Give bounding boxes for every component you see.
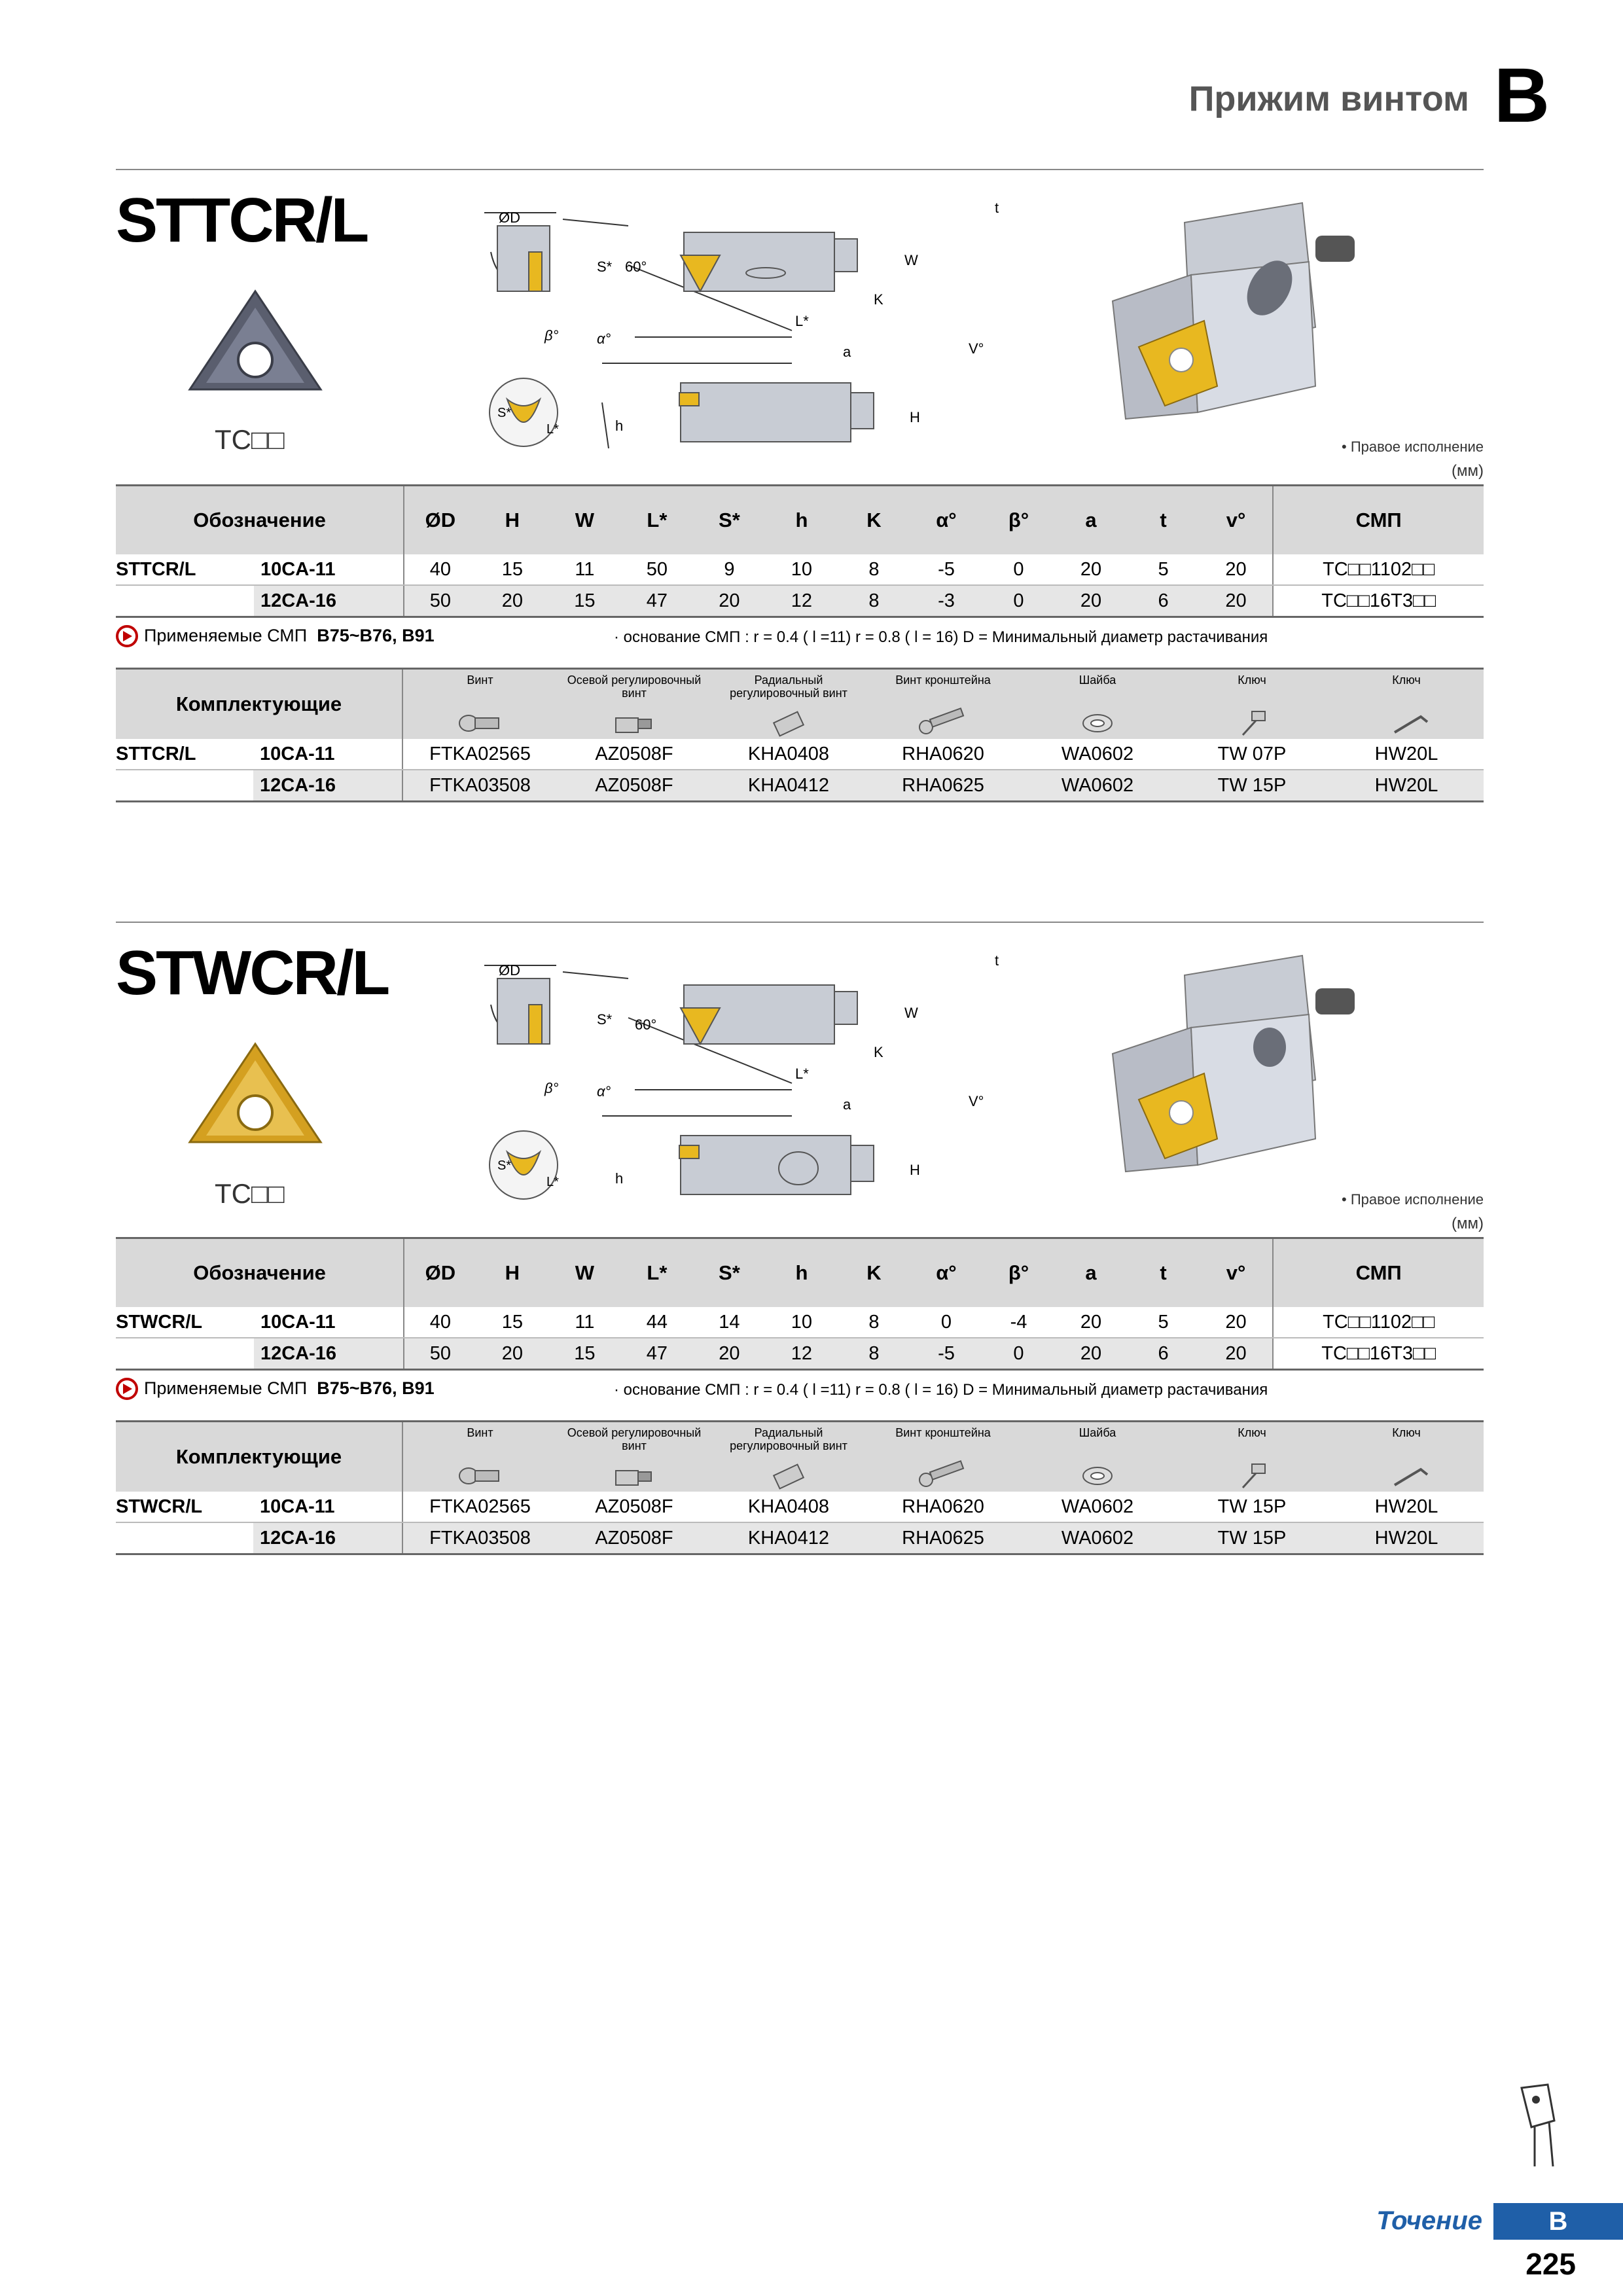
cell: TW 15P <box>1175 1522 1329 1554</box>
cell: -5 <box>910 1338 983 1370</box>
cell: KHA0412 <box>711 1522 866 1554</box>
cell: 20 <box>1055 585 1128 617</box>
arrow-circle-icon <box>116 625 138 647</box>
label-s: S* <box>597 259 613 275</box>
spec-header-alpha: α° <box>910 486 983 555</box>
spec-header-designation: Обозначение <box>116 1238 404 1308</box>
label-H: H <box>910 409 920 425</box>
holder-diagram <box>471 187 929 468</box>
holder-3d-image <box>1086 949 1374 1185</box>
cell: 47 <box>621 585 694 617</box>
cell: TW 07P <box>1175 739 1329 770</box>
label-h: h <box>615 1170 624 1187</box>
label-h: h <box>615 418 624 434</box>
cell: AZ0508F <box>557 1492 711 1522</box>
table-row <box>116 770 1484 802</box>
insert-grey-icon <box>183 288 327 399</box>
cell: FTKA03508 <box>402 770 557 802</box>
spec-table <box>116 1237 1484 1371</box>
label-l: L* <box>795 1066 809 1082</box>
cell: -3 <box>910 585 983 617</box>
applicable-inserts <box>144 626 435 646</box>
cell: TW 15P <box>1175 770 1329 802</box>
label-beta: β° <box>544 327 559 344</box>
spec-header-L: L* <box>621 1238 694 1308</box>
spec-header-h: h <box>766 1238 838 1308</box>
label-k: K <box>874 291 883 308</box>
label-s: S* <box>597 1011 613 1028</box>
label-l2: L* <box>546 422 559 437</box>
acc-title: Комплектующие <box>116 1422 402 1492</box>
cell: 20 <box>476 585 549 617</box>
hex-key-icon <box>1329 708 1484 739</box>
insert-label: TC□□ <box>215 424 285 455</box>
label-v: V° <box>969 1093 984 1109</box>
footer-section-label: Точение <box>1376 2206 1482 2235</box>
row-code: 10CA-11 <box>254 554 404 585</box>
cell: 20 <box>1200 554 1274 585</box>
spec-header-S: S* <box>693 486 766 555</box>
row-code: 12CA-16 <box>253 770 402 802</box>
cell: 5 <box>1127 1307 1200 1338</box>
right-version-note: • Правое исполнение <box>1342 439 1484 455</box>
spec-header-L: L* <box>621 486 694 555</box>
axial-screw-icon <box>557 708 711 739</box>
cell: 20 <box>693 1338 766 1370</box>
smp-cell: TC□□1102□□ <box>1273 1307 1484 1338</box>
spec-header-K: K <box>838 486 910 555</box>
spec-header-v: v° <box>1200 486 1274 555</box>
right-version-note: • Правое исполнение <box>1342 1191 1484 1208</box>
cell: 6 <box>1127 1338 1200 1370</box>
label-t: t <box>995 952 999 969</box>
spec-header-S: S* <box>693 1238 766 1308</box>
applicable-label: Применяемые СМП <box>144 626 308 645</box>
label-alpha: α° <box>597 331 611 347</box>
table-row <box>116 739 1484 770</box>
row-code: 10CA-11 <box>254 1307 404 1338</box>
spec-header-a: a <box>1055 1238 1128 1308</box>
cell: -4 <box>982 1307 1055 1338</box>
cell: 0 <box>982 585 1055 617</box>
cell: 44 <box>621 1307 694 1338</box>
row-name <box>116 1522 253 1554</box>
cell: 0 <box>982 1338 1055 1370</box>
cell: RHA0625 <box>866 770 1020 802</box>
cell: 20 <box>1200 1307 1274 1338</box>
cell: 6 <box>1127 585 1200 617</box>
cell: 20 <box>1200 1338 1274 1370</box>
spec-header-K: K <box>838 1238 910 1308</box>
header-letter: B <box>1493 52 1550 139</box>
row-code: 10CA-11 <box>253 1492 402 1522</box>
acc-col-axial-screw: Осевой регулировочный винт <box>557 1422 711 1492</box>
radial-screw-icon <box>711 1460 866 1492</box>
spec-header-smp: СМП <box>1273 486 1484 555</box>
label-beta: β° <box>544 1080 559 1096</box>
acc-col-radial-screw: Радиальный регулировочный винт <box>711 1422 866 1492</box>
cell: FTKA03508 <box>402 1522 557 1554</box>
washer-icon <box>1020 708 1175 739</box>
bracket-screw-icon <box>866 1460 1020 1492</box>
acc-col-screw: Винт <box>402 1422 557 1492</box>
torx-key-icon <box>1175 708 1329 739</box>
label-d: ØD <box>499 209 520 226</box>
cell: 10 <box>766 554 838 585</box>
table-row <box>116 1338 1484 1370</box>
row-name: STWCR/L <box>116 1492 253 1522</box>
hex-key-icon <box>1329 1460 1484 1492</box>
spec-header-designation: Обозначение <box>116 486 404 555</box>
label-d: ØD <box>499 962 520 978</box>
cell: 20 <box>1055 1338 1128 1370</box>
screw-icon <box>403 1460 558 1492</box>
acc-col-key: Ключ <box>1175 1422 1329 1492</box>
cell: HW20L <box>1329 1522 1484 1554</box>
row-name: STTCR/L <box>116 739 253 770</box>
table-row <box>116 1492 1484 1522</box>
smp-cell: TC□□1102□□ <box>1273 554 1484 585</box>
spec-header-t: t <box>1127 486 1200 555</box>
cell: 11 <box>548 554 621 585</box>
acc-col-bracket-screw: Винт кронштейна <box>866 669 1020 740</box>
row-code: 10CA-11 <box>253 739 402 770</box>
label-a: a <box>843 1096 851 1113</box>
screw-icon <box>403 708 558 739</box>
cell: 47 <box>621 1338 694 1370</box>
spec-header-d: ØD <box>404 1238 476 1308</box>
row-name <box>116 585 254 617</box>
spec-header-H: H <box>476 1238 549 1308</box>
cell: -5 <box>910 554 983 585</box>
cell: 15 <box>476 1307 549 1338</box>
cell: WA0602 <box>1020 1492 1175 1522</box>
holder-3d-image <box>1086 196 1374 432</box>
cell: WA0602 <box>1020 1522 1175 1554</box>
cell: 5 <box>1127 554 1200 585</box>
cell: 11 <box>548 1307 621 1338</box>
applicable-pages: B75~B76, B91 <box>317 626 435 645</box>
cell: 20 <box>1200 585 1274 617</box>
insert-label: TC□□ <box>215 1178 285 1209</box>
cell: 20 <box>1055 554 1128 585</box>
cell: 20 <box>693 585 766 617</box>
acc-col-bracket-screw: Винт кронштейна <box>866 1422 1020 1492</box>
cell: WA0602 <box>1020 739 1175 770</box>
bracket-screw-icon <box>866 708 1020 739</box>
cell: 15 <box>548 585 621 617</box>
label-v: V° <box>969 340 984 357</box>
cell: 9 <box>693 554 766 585</box>
row-name <box>116 770 253 802</box>
cell: 50 <box>404 1338 476 1370</box>
spec-header-W: W <box>548 486 621 555</box>
spec-header-smp: СМП <box>1273 1238 1484 1308</box>
cell: 50 <box>621 554 694 585</box>
cell: 10 <box>766 1307 838 1338</box>
cell: 14 <box>693 1307 766 1338</box>
unit-label: (мм) <box>1452 1215 1484 1232</box>
smp-cell: TC□□16T3□□ <box>1273 1338 1484 1370</box>
row-code: 12CA-16 <box>253 1522 402 1554</box>
cell: AZ0508F <box>557 1522 711 1554</box>
page-number: 225 <box>1525 2247 1576 2281</box>
header-title: Прижим винтом <box>1188 79 1469 118</box>
cell: 8 <box>838 1307 910 1338</box>
cell: 8 <box>838 554 910 585</box>
divider <box>116 169 1484 170</box>
label-alpha: α° <box>597 1083 611 1100</box>
cell: 40 <box>404 554 476 585</box>
cell: 8 <box>838 1338 910 1370</box>
acc-col-washer: Шайба <box>1020 669 1175 740</box>
accessories-table <box>116 668 1484 802</box>
applicable-inserts <box>144 1378 435 1399</box>
table-row <box>116 585 1484 617</box>
cell: TW 15P <box>1175 1492 1329 1522</box>
axial-screw-icon <box>557 1460 711 1492</box>
radial-screw-icon <box>711 708 866 739</box>
torx-key-icon <box>1175 1460 1329 1492</box>
applicable-label: Применяемые СМП <box>144 1378 308 1398</box>
row-code: 12CA-16 <box>254 1338 404 1370</box>
table-row <box>116 554 1484 585</box>
label-l: L* <box>795 313 809 329</box>
spec-header-d: ØD <box>404 486 476 555</box>
spec-header-W: W <box>548 1238 621 1308</box>
cell: 20 <box>1055 1307 1128 1338</box>
spec-header-alpha: α° <box>910 1238 983 1308</box>
cell: KHA0408 <box>711 1492 866 1522</box>
cell: FTKA02565 <box>402 739 557 770</box>
model-title: STTCR/L <box>116 185 368 255</box>
cell: AZ0508F <box>557 770 711 802</box>
smp-cell: TC□□16T3□□ <box>1273 585 1484 617</box>
row-name: STWCR/L <box>116 1307 254 1338</box>
accessories-table <box>116 1420 1484 1555</box>
acc-title: Комплектующие <box>116 669 402 740</box>
acc-col-key: Ключ <box>1175 669 1329 740</box>
row-code: 12CA-16 <box>254 585 404 617</box>
applicable-pages: B75~B76, B91 <box>317 1378 435 1398</box>
cell: WA0602 <box>1020 770 1175 802</box>
arrow-circle-icon <box>116 1378 138 1400</box>
cell: 0 <box>982 554 1055 585</box>
acc-col-washer: Шайба <box>1020 1422 1175 1492</box>
cell: HW20L <box>1329 1492 1484 1522</box>
cell: AZ0508F <box>557 739 711 770</box>
acc-col-radial-screw: Радиальный регулировочный винт <box>711 669 866 740</box>
cell: KHA0408 <box>711 739 866 770</box>
cell: 15 <box>548 1338 621 1370</box>
cell: HW20L <box>1329 739 1484 770</box>
cell: 0 <box>910 1307 983 1338</box>
spec-header-t: t <box>1127 1238 1200 1308</box>
spec-header-a: a <box>1055 486 1128 555</box>
label-s2: S* <box>497 1158 512 1173</box>
label-s2: S* <box>497 406 512 420</box>
acc-col-screw: Винт <box>402 669 557 740</box>
cell: 15 <box>476 554 549 585</box>
model-title: STWCR/L <box>116 938 389 1008</box>
turning-tool-icon <box>1502 2081 1574 2173</box>
spec-header-v: v° <box>1200 1238 1274 1308</box>
label-l2: L* <box>546 1175 559 1189</box>
table-row <box>116 1522 1484 1554</box>
cell: RHA0620 <box>866 1492 1020 1522</box>
washer-icon <box>1020 1460 1175 1492</box>
cell: RHA0620 <box>866 739 1020 770</box>
spec-header-beta: β° <box>982 1238 1055 1308</box>
unit-label: (мм) <box>1452 462 1484 480</box>
cell: KHA0412 <box>711 770 866 802</box>
label-t: t <box>995 200 999 216</box>
spec-header-H: H <box>476 486 549 555</box>
holder-diagram <box>471 939 929 1221</box>
cell: 12 <box>766 585 838 617</box>
label-w: W <box>904 1005 918 1021</box>
label-angle: 60° <box>625 259 647 275</box>
spec-header-h: h <box>766 486 838 555</box>
spec-header-beta: β° <box>982 486 1055 555</box>
acc-col-hex-key: Ключ <box>1329 1422 1484 1492</box>
insert-basis-note: · основание СМП : r = 0.4 ( l =11) r = 0.8 ( l = 16) D = Минимальный диаметр растачивания <box>614 628 1268 646</box>
label-a: a <box>843 344 851 360</box>
footer-section-letter: B <box>1493 2203 1623 2240</box>
spec-table <box>116 484 1484 618</box>
acc-col-hex-key: Ключ <box>1329 669 1484 740</box>
label-k: K <box>874 1044 883 1060</box>
label-w: W <box>904 252 918 268</box>
cell: 20 <box>476 1338 549 1370</box>
label-angle: 60° <box>635 1016 657 1033</box>
label-H: H <box>910 1162 920 1178</box>
cell: 12 <box>766 1338 838 1370</box>
row-name <box>116 1338 254 1370</box>
table-row <box>116 1307 1484 1338</box>
insert-gold-icon <box>183 1041 327 1152</box>
divider <box>116 922 1484 923</box>
insert-basis-note: · основание СМП : r = 0.4 ( l =11) r = 0.8 ( l = 16) D = Минимальный диаметр растачивания <box>614 1381 1268 1399</box>
cell: RHA0625 <box>866 1522 1020 1554</box>
cell: 50 <box>404 585 476 617</box>
cell: HW20L <box>1329 770 1484 802</box>
cell: 8 <box>838 585 910 617</box>
cell: 40 <box>404 1307 476 1338</box>
row-name: STTCR/L <box>116 554 254 585</box>
cell: FTKA02565 <box>402 1492 557 1522</box>
acc-col-axial-screw: Осевой регулировочный винт <box>557 669 711 740</box>
